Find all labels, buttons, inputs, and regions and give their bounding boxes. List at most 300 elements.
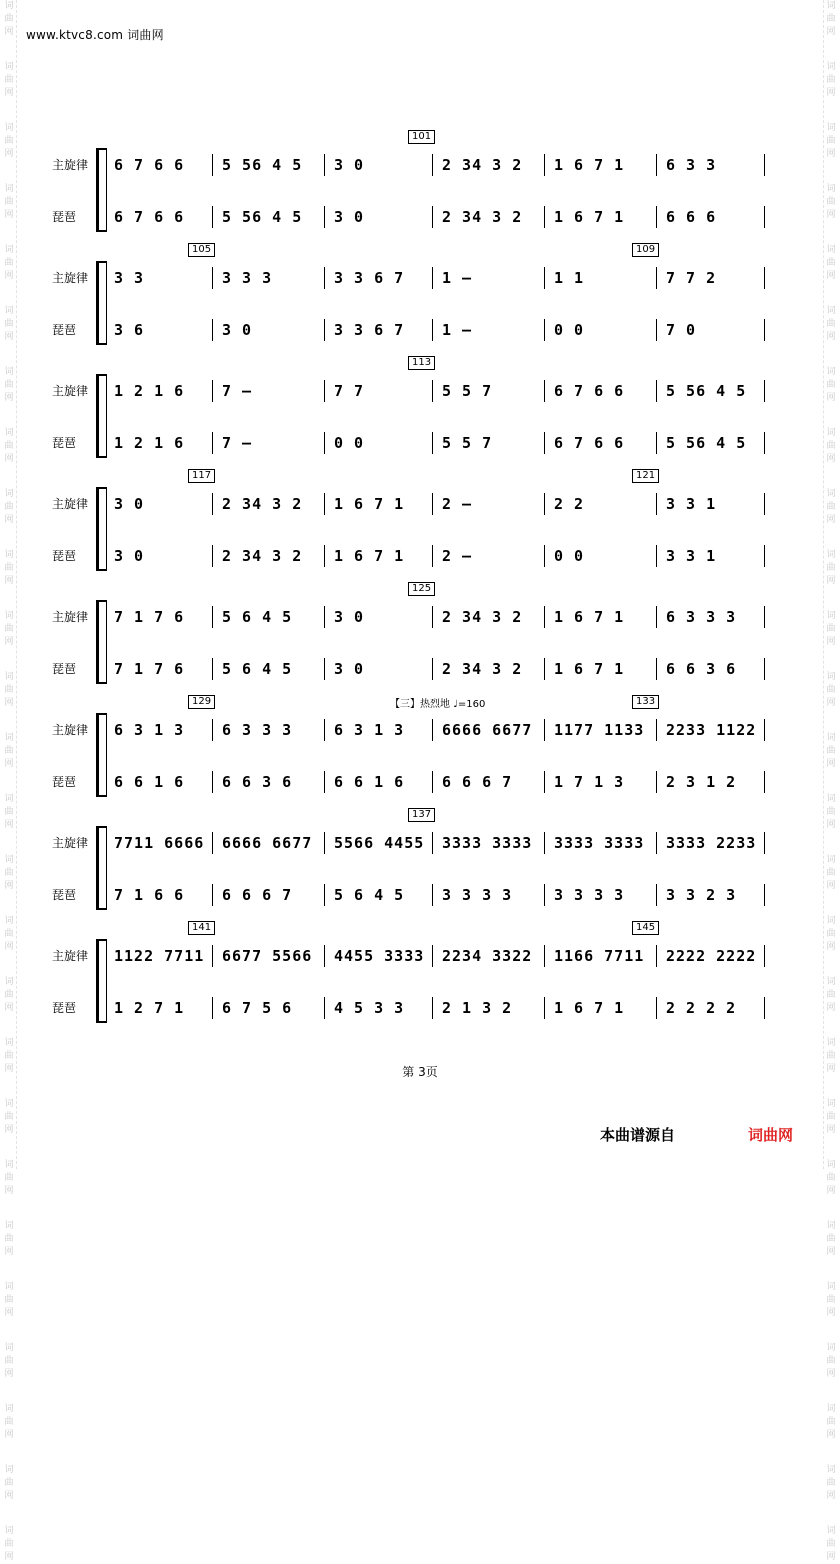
barline — [544, 658, 545, 680]
barline — [324, 832, 325, 854]
measure-notes: 5 5 7 — [442, 382, 493, 400]
barline — [544, 545, 545, 567]
barline — [324, 493, 325, 515]
barline — [656, 606, 657, 628]
watermark-glyphs: 词 曲 网 — [4, 1221, 14, 1257]
barline — [764, 493, 765, 515]
barline — [544, 380, 545, 402]
barline — [544, 832, 545, 854]
measure-notes: 2 – — [442, 495, 473, 513]
instrument-label: 主旋律 — [52, 610, 89, 624]
barline — [764, 545, 765, 567]
barline — [212, 884, 213, 906]
measure-notes: 3 6 — [114, 321, 145, 339]
pipa-staff — [52, 541, 772, 571]
score-system — [52, 244, 772, 357]
measure-notes: 2 – — [442, 547, 473, 565]
melody-staff — [52, 489, 772, 519]
measure-notes: 1 6 7 1 — [334, 495, 405, 513]
barline — [324, 545, 325, 567]
instrument-label: 琵琶 — [52, 1001, 77, 1015]
measure-notes: 1 – — [442, 269, 473, 287]
measure-notes: 6666 6677 — [442, 721, 533, 739]
measure-notes: 4455 3333 — [334, 947, 425, 965]
barline — [324, 719, 325, 741]
watermark-glyphs: 词 曲 网 — [826, 916, 836, 952]
watermark-glyphs: 词 曲 网 — [826, 184, 836, 220]
measure-notes: 6 7 6 6 — [114, 156, 185, 174]
watermark-glyphs: 词 曲 网 — [826, 977, 836, 1013]
measure-notes: 1 1 — [554, 269, 585, 287]
measure-notes: 3 0 — [114, 495, 145, 513]
measure-notes: 2 2 2 2 — [666, 999, 737, 1017]
measure-notes: 3 0 — [222, 321, 253, 339]
barline — [212, 997, 213, 1019]
measure-notes: 5 56 4 5 — [222, 156, 303, 174]
barline — [544, 997, 545, 1019]
measure-notes: 7 7 — [334, 382, 365, 400]
watermark-glyphs: 词 曲 网 — [4, 489, 14, 525]
barline — [432, 206, 433, 228]
watermark-glyphs: 词 曲 网 — [826, 367, 836, 403]
measure-number: 117 — [188, 469, 215, 483]
watermark-glyphs: 词 曲 网 — [826, 306, 836, 342]
watermark-glyphs: 词 曲 网 — [826, 1343, 836, 1379]
score-system — [52, 583, 772, 696]
barline — [656, 319, 657, 341]
source-label: 本曲谱源自 — [600, 1126, 676, 1144]
watermark-glyphs: 词 曲 网 — [826, 611, 836, 647]
watermark-glyphs: 词 曲 网 — [826, 733, 836, 769]
measure-notes: 1166 7711 — [554, 947, 645, 965]
measure-number: 133 — [632, 695, 659, 709]
barline — [656, 206, 657, 228]
measure-notes: 6 3 3 3 — [222, 721, 293, 739]
measure-notes: 7 1 6 6 — [114, 886, 185, 904]
barline — [324, 771, 325, 793]
barline — [324, 319, 325, 341]
barline — [544, 206, 545, 228]
barline — [432, 154, 433, 176]
barline — [432, 884, 433, 906]
watermark-glyphs: 词 曲 网 — [826, 123, 836, 159]
melody-staff — [52, 828, 772, 858]
barline — [656, 432, 657, 454]
measure-notes: 2 34 3 2 — [442, 608, 523, 626]
barline — [544, 606, 545, 628]
barline — [212, 545, 213, 567]
barline — [212, 432, 213, 454]
instrument-label: 琵琶 — [52, 323, 77, 337]
measure-notes: 5 56 4 5 — [666, 382, 747, 400]
barline — [656, 267, 657, 289]
watermark-glyphs: 词 曲 网 — [4, 1099, 14, 1135]
barline — [432, 545, 433, 567]
measure-notes: 3 0 — [334, 156, 365, 174]
measure-notes: 1 6 7 1 — [554, 608, 625, 626]
measure-notes: 3 3 3 3 — [554, 886, 625, 904]
measure-notes: 1 2 1 6 — [114, 382, 185, 400]
barline — [324, 606, 325, 628]
instrument-label: 琵琶 — [52, 549, 77, 563]
measure-notes: 6 7 5 6 — [222, 999, 293, 1017]
score-system — [52, 696, 772, 809]
measure-notes: 3 0 — [334, 608, 365, 626]
measure-notes: 7 – — [222, 434, 253, 452]
melody-staff — [52, 376, 772, 406]
instrument-label: 琵琶 — [52, 210, 77, 224]
watermark-glyphs: 词 曲 网 — [826, 1282, 836, 1318]
watermark-glyphs: 词 曲 网 — [826, 1404, 836, 1440]
watermark-glyphs: 词 曲 网 — [4, 1526, 14, 1562]
barline — [432, 771, 433, 793]
instrument-label: 主旋律 — [52, 384, 89, 398]
page-number: 第 3页 — [402, 1065, 438, 1079]
barline — [432, 267, 433, 289]
source-site-link[interactable]: 词曲网 — [748, 1126, 794, 1144]
measure-number: 113 — [408, 356, 435, 370]
watermark-glyphs: 词 曲 网 — [4, 611, 14, 647]
barline — [656, 884, 657, 906]
barline — [544, 154, 545, 176]
barline — [544, 493, 545, 515]
measure-notes: 6 6 6 7 — [222, 886, 293, 904]
barline — [544, 719, 545, 741]
measure-notes: 6 7 6 6 — [114, 208, 185, 226]
melody-staff — [52, 941, 772, 971]
measure-number: 145 — [632, 921, 659, 935]
barline — [544, 884, 545, 906]
watermark-glyphs: 词 曲 网 — [826, 245, 836, 281]
barline — [324, 380, 325, 402]
right-watermark-strip — [823, 0, 838, 1562]
watermark-glyphs: 词 曲 网 — [4, 1, 14, 37]
measure-notes: 5 6 4 5 — [334, 886, 405, 904]
instrument-label: 主旋律 — [52, 271, 89, 285]
barline — [432, 997, 433, 1019]
barline — [764, 206, 765, 228]
measure-notes: 1 2 1 6 — [114, 434, 185, 452]
watermark-glyphs: 词 曲 网 — [4, 1038, 14, 1074]
measure-notes: 3 3 2 3 — [666, 886, 737, 904]
barline — [324, 945, 325, 967]
watermark-glyphs: 词 曲 网 — [4, 184, 14, 220]
measure-notes: 0 0 — [554, 547, 585, 565]
melody-staff — [52, 150, 772, 180]
measure-notes: 1 6 7 1 — [554, 999, 625, 1017]
melody-staff — [52, 263, 772, 293]
instrument-label: 琵琶 — [52, 436, 77, 450]
barline — [764, 719, 765, 741]
barline — [324, 432, 325, 454]
watermark-glyphs: 词 曲 网 — [4, 672, 14, 708]
barline — [764, 319, 765, 341]
score-system — [52, 357, 772, 470]
barline — [764, 154, 765, 176]
pipa-staff — [52, 767, 772, 797]
barline — [656, 771, 657, 793]
measure-notes: 2 1 3 2 — [442, 999, 513, 1017]
measure-notes: 1 2 7 1 — [114, 999, 185, 1017]
barline — [212, 658, 213, 680]
measure-notes: 1 – — [442, 321, 473, 339]
measure-notes: 1 6 7 1 — [554, 208, 625, 226]
barline — [432, 606, 433, 628]
watermark-glyphs: 词 曲 网 — [4, 1465, 14, 1501]
measure-notes: 1177 1133 — [554, 721, 645, 739]
measure-notes: 7711 6666 — [114, 834, 205, 852]
score-system — [52, 809, 772, 922]
barline — [764, 997, 765, 1019]
instrument-label: 主旋律 — [52, 836, 89, 850]
score-system — [52, 470, 772, 583]
measure-notes: 5566 4455 — [334, 834, 425, 852]
measure-notes: 5 56 4 5 — [222, 208, 303, 226]
measure-notes: 3 3 3 3 — [442, 886, 513, 904]
measure-notes: 7 7 2 — [666, 269, 717, 287]
left-watermark-strip — [2, 0, 17, 1562]
barline — [764, 945, 765, 967]
watermark-glyphs: 词 曲 网 — [826, 62, 836, 98]
barline — [432, 432, 433, 454]
measure-notes: 6 3 3 3 — [666, 608, 737, 626]
measure-notes: 2 34 3 2 — [442, 660, 523, 678]
watermark-glyphs: 词 曲 网 — [4, 916, 14, 952]
measure-notes: 0 0 — [334, 434, 365, 452]
instrument-label: 主旋律 — [52, 949, 89, 963]
barline — [432, 658, 433, 680]
barline — [212, 380, 213, 402]
measure-notes: 3 0 — [114, 547, 145, 565]
measure-notes: 2 34 3 2 — [442, 156, 523, 174]
barline — [544, 432, 545, 454]
barline — [544, 771, 545, 793]
watermark-glyphs: 词 曲 网 — [826, 855, 836, 891]
instrument-label: 主旋律 — [52, 723, 89, 737]
barline — [324, 206, 325, 228]
pipa-staff — [52, 202, 772, 232]
watermark-glyphs: 词 曲 网 — [4, 1404, 14, 1440]
measure-notes: 1 6 7 1 — [554, 660, 625, 678]
barline — [212, 493, 213, 515]
measure-notes: 6677 5566 — [222, 947, 313, 965]
measure-notes: 5 56 4 5 — [666, 434, 747, 452]
barline — [656, 493, 657, 515]
barline — [324, 267, 325, 289]
measure-notes: 3 3 1 — [666, 547, 717, 565]
watermark-glyphs: 词 曲 网 — [826, 1526, 836, 1562]
barline — [432, 719, 433, 741]
barline — [212, 267, 213, 289]
measure-notes: 6666 6677 — [222, 834, 313, 852]
barline — [212, 771, 213, 793]
measure-number: 121 — [632, 469, 659, 483]
watermark-glyphs: 词 曲 网 — [826, 489, 836, 525]
pipa-staff — [52, 315, 772, 345]
measure-notes: 2 2 — [554, 495, 585, 513]
measure-notes: 3333 3333 — [442, 834, 533, 852]
barline — [324, 884, 325, 906]
measure-notes: 3 0 — [334, 208, 365, 226]
instrument-label: 主旋律 — [52, 497, 89, 511]
watermark-glyphs: 词 曲 网 — [4, 1160, 14, 1196]
barline — [656, 997, 657, 1019]
measure-notes: 5 6 4 5 — [222, 660, 293, 678]
watermark-glyphs: 词 曲 网 — [826, 550, 836, 586]
score-system — [52, 922, 772, 1035]
barline — [212, 606, 213, 628]
measure-notes: 2233 1122 — [666, 721, 757, 739]
barline — [544, 319, 545, 341]
measure-notes: 6 6 6 7 — [442, 773, 513, 791]
measure-notes: 2234 3322 — [442, 947, 533, 965]
melody-staff — [52, 602, 772, 632]
measure-notes: 2 3 1 2 — [666, 773, 737, 791]
barline — [656, 545, 657, 567]
watermark-glyphs: 词 曲 网 — [4, 245, 14, 281]
measure-notes: 6 6 3 6 — [666, 660, 737, 678]
pipa-staff — [52, 654, 772, 684]
measure-notes: 3 3 — [114, 269, 145, 287]
barline — [764, 606, 765, 628]
watermark-glyphs: 词 曲 网 — [4, 855, 14, 891]
watermark-glyphs: 词 曲 网 — [826, 794, 836, 830]
watermark-glyphs: 词 曲 网 — [4, 794, 14, 830]
barline — [212, 206, 213, 228]
barline — [324, 997, 325, 1019]
barline — [432, 832, 433, 854]
barline — [764, 832, 765, 854]
barline — [764, 432, 765, 454]
barline — [432, 380, 433, 402]
measure-notes: 3 3 3 — [222, 269, 273, 287]
watermark-glyphs: 词 曲 网 — [4, 123, 14, 159]
melody-staff — [52, 715, 772, 745]
measure-notes: 7 1 7 6 — [114, 608, 185, 626]
barline — [544, 267, 545, 289]
barline — [764, 884, 765, 906]
measure-notes: 1 6 7 1 — [334, 547, 405, 565]
measure-notes: 6 7 6 6 — [554, 382, 625, 400]
watermark-glyphs: 词 曲 网 — [4, 1282, 14, 1318]
measure-notes: 7 0 — [666, 321, 697, 339]
measure-notes: 3 3 6 7 — [334, 321, 405, 339]
watermark-glyphs: 词 曲 网 — [826, 1038, 836, 1074]
measure-notes: 6 3 1 3 — [334, 721, 405, 739]
watermark-glyphs: 词 曲 网 — [4, 367, 14, 403]
barline — [656, 658, 657, 680]
measure-notes: 3 3 6 7 — [334, 269, 405, 287]
instrument-label: 琵琶 — [52, 888, 77, 902]
barline — [656, 945, 657, 967]
barline — [432, 319, 433, 341]
measure-notes: 2 34 3 2 — [222, 495, 303, 513]
watermark-glyphs: 词 曲 网 — [826, 1221, 836, 1257]
instrument-label: 琵琶 — [52, 775, 77, 789]
measure-number: 101 — [408, 130, 435, 144]
barline — [432, 493, 433, 515]
measure-notes: 3333 2233 — [666, 834, 757, 852]
watermark-glyphs: 词 曲 网 — [4, 733, 14, 769]
measure-notes: 6 7 6 6 — [554, 434, 625, 452]
barline — [764, 771, 765, 793]
watermark-glyphs: 词 曲 网 — [826, 1, 836, 37]
measure-notes: 4 5 3 3 — [334, 999, 405, 1017]
pipa-staff — [52, 428, 772, 458]
site-url: www.ktvc8.com 词曲网 — [26, 28, 164, 42]
watermark-glyphs: 词 曲 网 — [4, 1343, 14, 1379]
watermark-glyphs: 词 曲 网 — [826, 1099, 836, 1135]
measure-notes: 7 1 7 6 — [114, 660, 185, 678]
barline — [656, 719, 657, 741]
barline — [212, 319, 213, 341]
measure-notes: 6 3 1 3 — [114, 721, 185, 739]
watermark-glyphs: 词 曲 网 — [826, 1160, 836, 1196]
instrument-label: 琵琶 — [52, 662, 77, 676]
measure-notes: 1 6 7 1 — [554, 156, 625, 174]
barline — [212, 945, 213, 967]
measure-notes: 1122 7711 — [114, 947, 205, 965]
barline — [212, 832, 213, 854]
score-system — [52, 131, 772, 244]
watermark-glyphs: 词 曲 网 — [4, 550, 14, 586]
watermark-glyphs: 词 曲 网 — [826, 428, 836, 464]
measure-notes: 5 5 7 — [442, 434, 493, 452]
measure-notes: 2 34 3 2 — [222, 547, 303, 565]
barline — [324, 154, 325, 176]
measure-number: 109 — [632, 243, 659, 257]
measure-notes: 2222 2222 — [666, 947, 757, 965]
watermark-glyphs: 词 曲 网 — [4, 306, 14, 342]
measure-notes: 3 0 — [334, 660, 365, 678]
measure-notes: 0 0 — [554, 321, 585, 339]
measure-number: 125 — [408, 582, 435, 596]
measure-notes: 3 3 1 — [666, 495, 717, 513]
watermark-glyphs: 词 曲 网 — [826, 672, 836, 708]
barline — [212, 719, 213, 741]
measure-number: 137 — [408, 808, 435, 822]
pipa-staff — [52, 880, 772, 910]
watermark-glyphs: 词 曲 网 — [4, 428, 14, 464]
measure-number: 141 — [188, 921, 215, 935]
measure-notes: 6 3 3 — [666, 156, 717, 174]
measure-notes: 5 6 4 5 — [222, 608, 293, 626]
barline — [212, 154, 213, 176]
watermark-glyphs: 词 曲 网 — [4, 977, 14, 1013]
barline — [764, 380, 765, 402]
measure-notes: 6 6 1 6 — [114, 773, 185, 791]
measure-number: 105 — [188, 243, 215, 257]
measure-notes: 6 6 3 6 — [222, 773, 293, 791]
measure-notes: 2 34 3 2 — [442, 208, 523, 226]
barline — [656, 380, 657, 402]
measure-notes: 6 6 6 — [666, 208, 717, 226]
measure-notes: 6 6 1 6 — [334, 773, 405, 791]
barline — [544, 945, 545, 967]
watermark-glyphs: 词 曲 网 — [4, 62, 14, 98]
barline — [324, 658, 325, 680]
barline — [764, 267, 765, 289]
barline — [764, 658, 765, 680]
barline — [656, 154, 657, 176]
barline — [656, 832, 657, 854]
instrument-label: 主旋律 — [52, 158, 89, 172]
measure-notes: 3333 3333 — [554, 834, 645, 852]
tempo-marking: 【三】热烈地 ♩=160 — [390, 699, 486, 710]
measure-notes: 1 7 1 3 — [554, 773, 625, 791]
barline — [432, 945, 433, 967]
watermark-glyphs: 词 曲 网 — [826, 1465, 836, 1501]
